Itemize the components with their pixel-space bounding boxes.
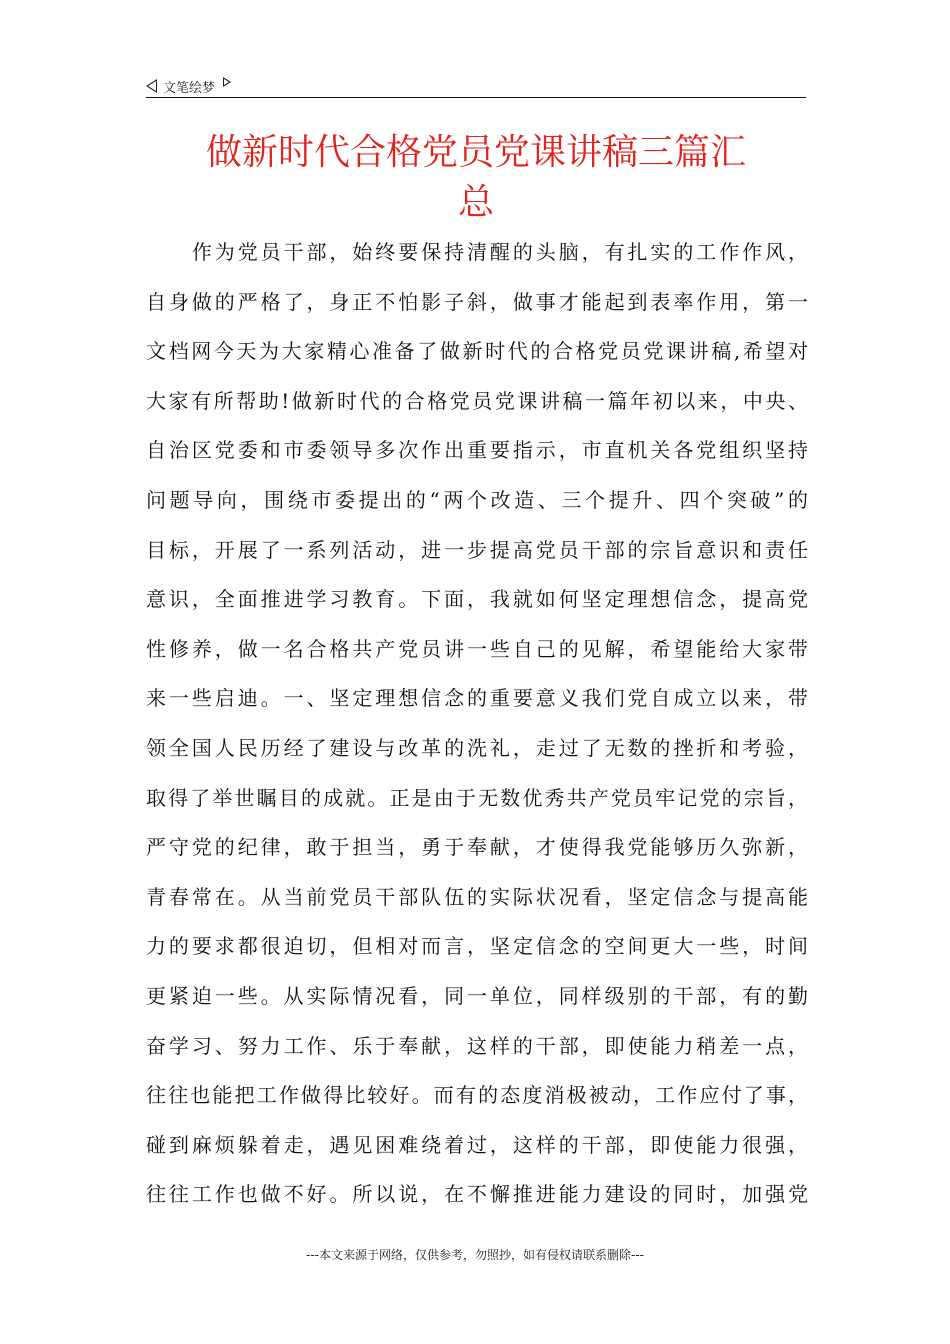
body-line: 力的要求都很迫切，但相对而言，坚定信念的空间更大一些，时间 [146,934,808,959]
title-line-2: 总 [457,182,494,223]
body-line: 大家有所帮助!做新时代的合格党员党课讲稿一篇年初以来，中央、 [146,388,808,413]
right-triangle-icon [223,77,231,87]
document-body [146,228,808,1220]
header-divider [146,97,806,98]
body-line: 问题导向，围绕市委提出的“两个改造、三个提升、四个突破”的 [146,487,808,512]
body-line: 更紧迫一些。从实际情况看，同一单位，同样级别的干部，有的勤 [146,983,808,1008]
document-title [146,128,806,228]
body-line: 性修养，做一名合格共产党员讲一些自己的见解，希望能给大家带 [146,636,808,661]
body-line: 文档网今天为大家精心准备了做新时代的合格党员党课讲稿,希望对 [146,339,808,364]
body-line: 意识，全面推进学习教育。下面，我就如何坚定理想信念，提高党 [146,587,808,612]
footer-notice: ---本文来源于网络，仅供参考，勿照抄，如有侵权请联系删除--- [306,1248,644,1262]
body-line: 领全国人民历经了建设与改革的洗礼，走过了无数的挫折和考验， [146,735,808,760]
body-line: 碰到麻烦躲着走，遇见困难绕着过，这样的干部，即使能力很强， [146,1132,808,1157]
body-line: 青春常在。从当前党员干部队伍的实际状况看，坚定信念与提高能 [146,884,808,909]
body-line: 奋学习、努力工作、乐于奉献，这样的干部，即使能力稍差一点， [146,1033,808,1058]
body-line: 自身做的严格了，身正不怕影子斜，做事才能起到表率作用，第一 [146,289,808,314]
body-line: 来一些启迪。一、坚定理想信念的重要意义我们党自成立以来，带 [146,686,808,711]
page-header [146,74,806,98]
header-brand: 文笔绘梦 [163,80,216,96]
body-line: 目标，开展了一系列活动，进一步提高党员干部的宗旨意识和责任 [146,537,808,562]
body-line: 往往工作也做不好。所以说，在不懈推进能力建设的同时，加强党 [146,1182,808,1207]
body-line: 严守党的纪律，敢于担当，勇于奉献，才使得我党能够历久弥新， [146,835,808,860]
body-line: 作为党员干部，始终要保持清醒的头脑，有扎实的工作作风， [146,240,808,264]
body-line: 自治区党委和市委领导多次作出重要指示，市直机关各党组织坚持 [146,438,808,463]
body-line: 往往也能把工作做得比较好。而有的态度消极被动，工作应付了事， [146,1083,808,1108]
title-line-1: 做新时代合格党员党课讲稿三篇汇 [205,132,746,173]
body-line: 取得了举世瞩目的成就。正是由于无数优秀共产党员牢记党的宗旨， [146,785,808,810]
left-triangle-icon [146,79,157,93]
